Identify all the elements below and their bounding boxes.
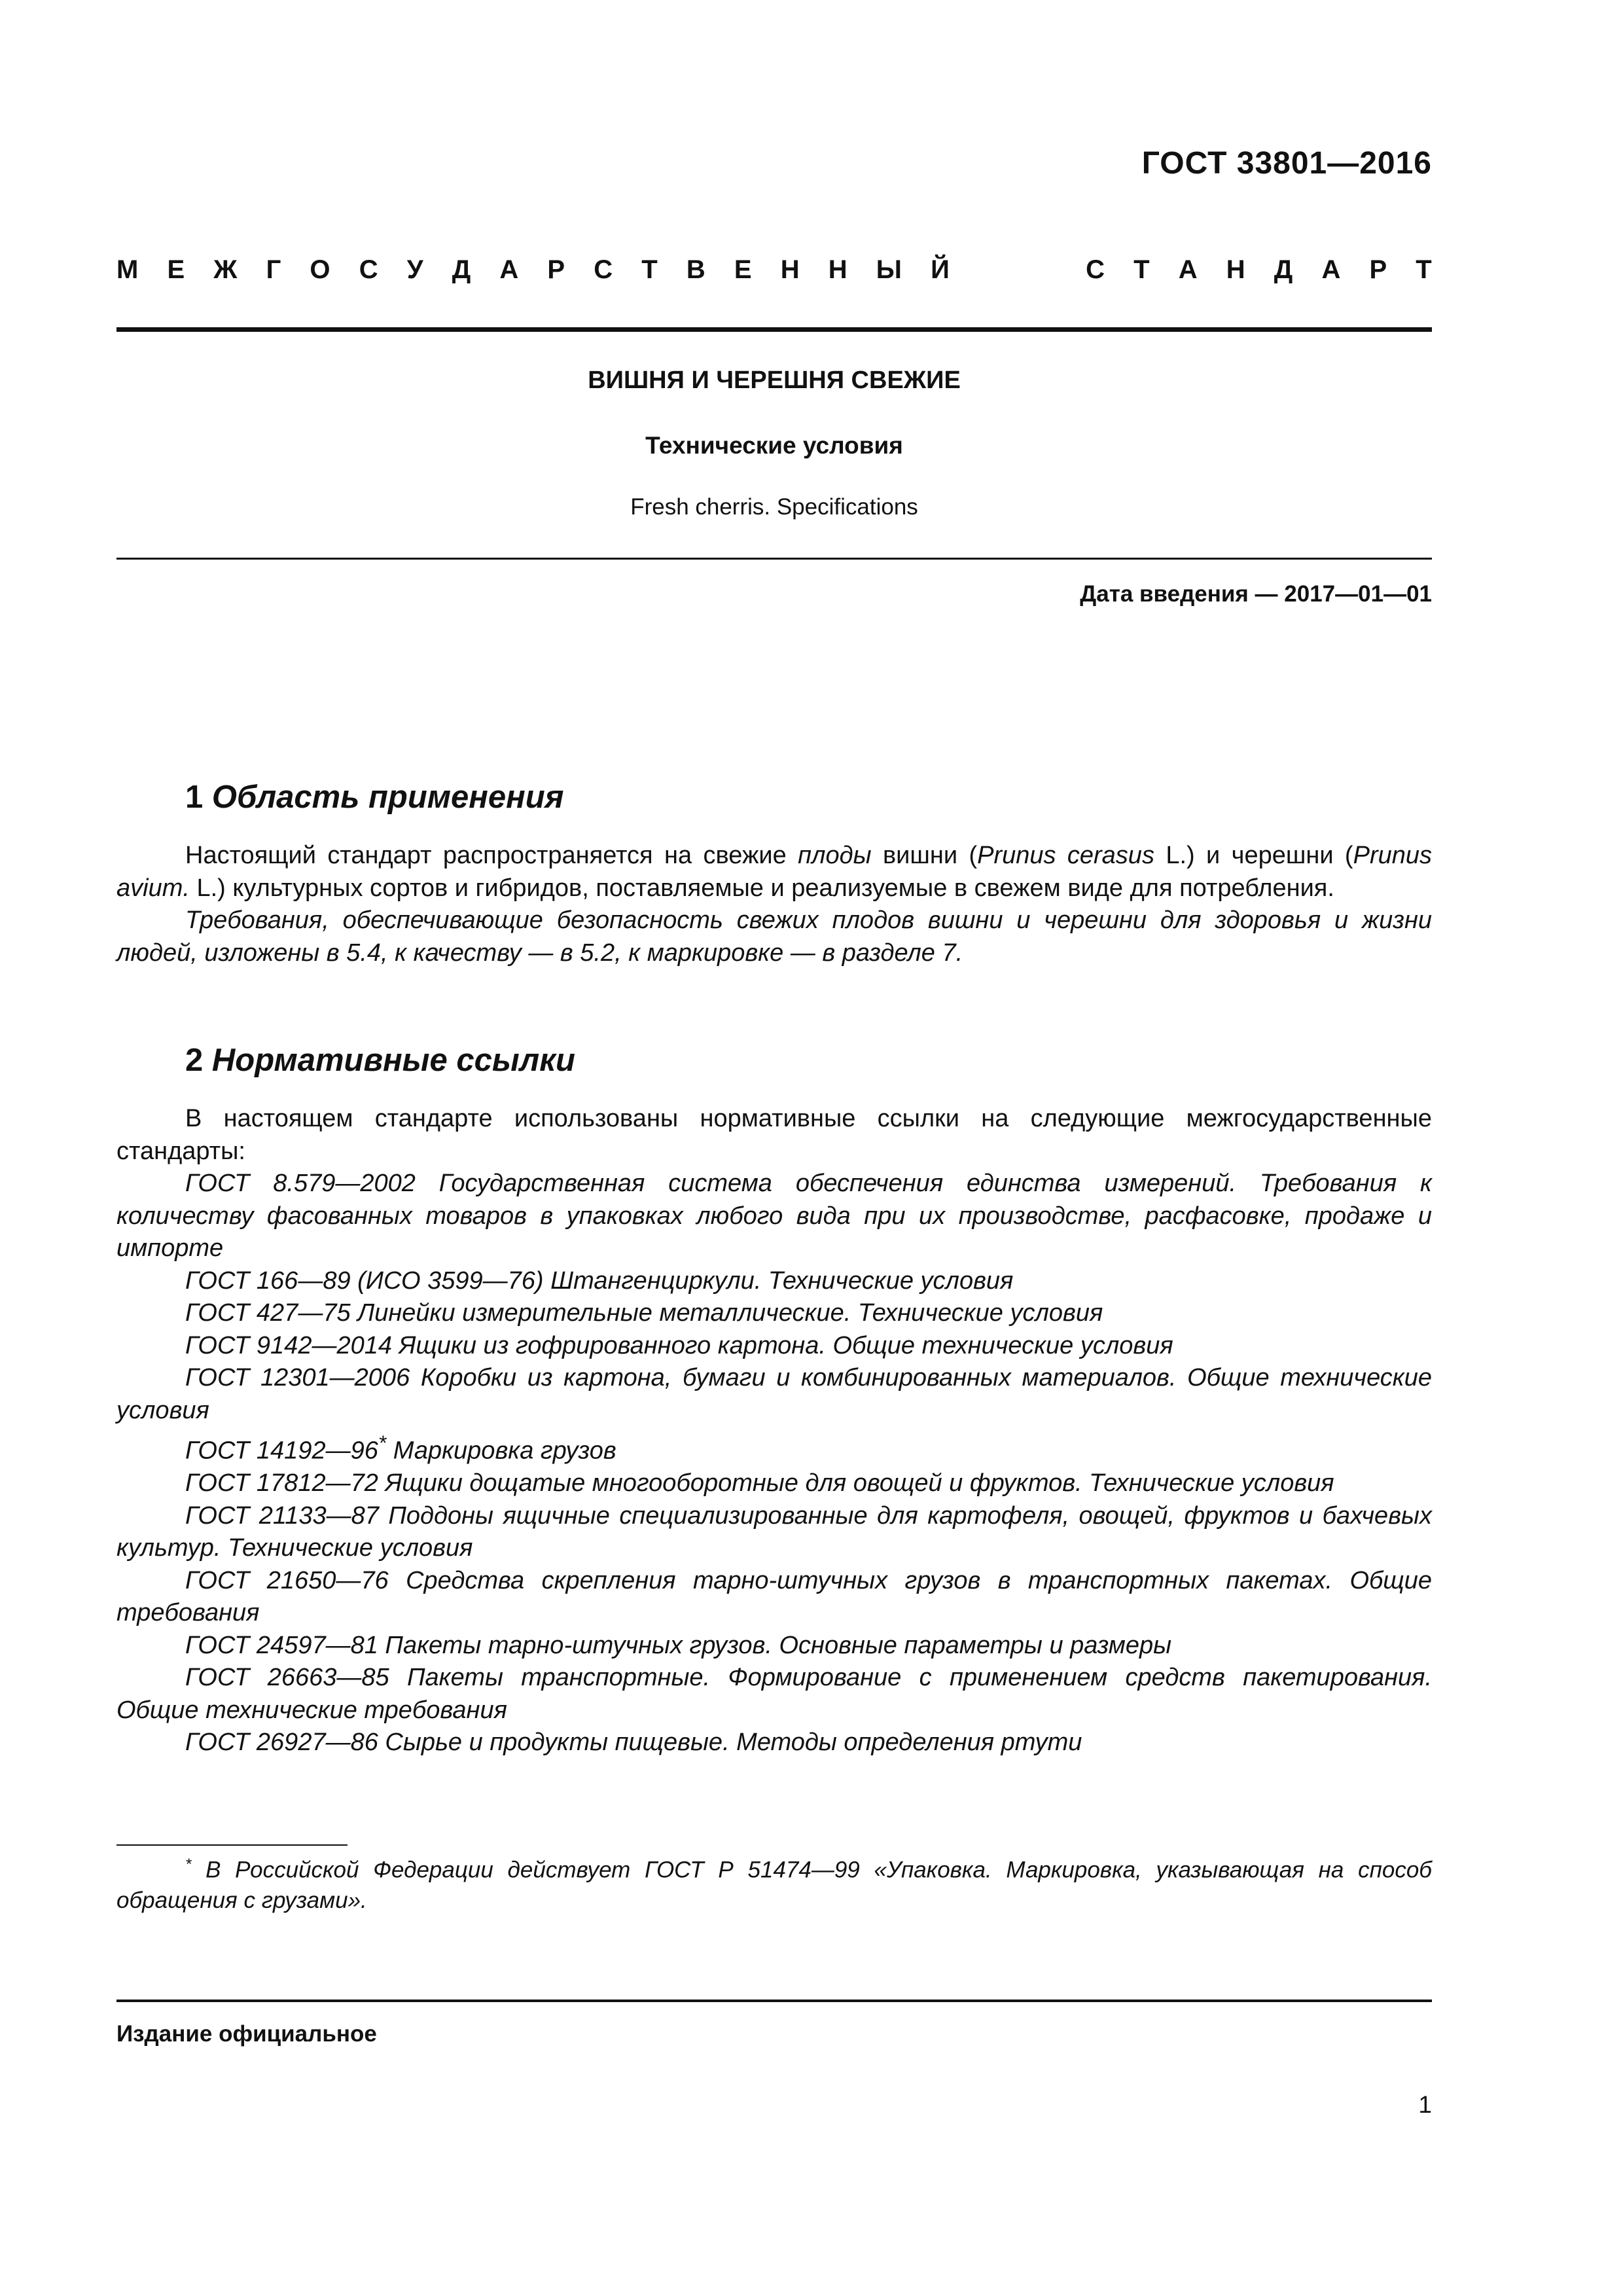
section-title-text: Область применения <box>211 780 564 815</box>
footnote-mark: * <box>185 1856 192 1873</box>
introduction-date: Дата введения — 2017—01—01 <box>1080 581 1432 607</box>
footnote <box>116 1850 1432 1916</box>
section-title-text: Нормативные ссылки <box>211 1043 575 1078</box>
reference-item: ГОСТ 9142—2014 Ящики из гофрированного картона. Общие технические условия <box>185 1331 1173 1359</box>
type-letter: О <box>310 255 330 284</box>
reference-item: ГОСТ 21650—76 Средства скрепления тарно-штучных грузов в транспортных пакетах. Общие требования <box>116 1566 1432 1627</box>
text-run: плоды <box>798 842 872 869</box>
footnote-divider <box>116 1844 348 1846</box>
type-letter: Д <box>452 255 471 284</box>
type-letter: Ж <box>213 255 238 284</box>
document-title-english: Fresh cherris. Specifications <box>630 494 918 520</box>
reference-item: ГОСТ 12301—2006 Коробки из картона, бумаги и комбинированных материалов. Общие технические условия <box>116 1364 1432 1424</box>
section-1-heading <box>185 779 563 816</box>
type-letter: У <box>406 255 423 284</box>
type-letter: А <box>1321 255 1341 284</box>
type-letter: М <box>116 255 139 284</box>
standard-number: ГОСТ 33801—2016 <box>1141 146 1432 181</box>
scope-section-body <box>116 840 1432 969</box>
latin-name: Prunus avium. <box>116 842 1432 902</box>
type-letter: С <box>1086 255 1105 284</box>
section-number: 2 <box>185 1043 204 1078</box>
reference-item: ГОСТ 24597—81 Пакеты тарно-штучных грузов. Основные параметры и размеры <box>185 1631 1172 1659</box>
type-letter: Н <box>828 255 847 284</box>
type-letter: Р <box>1369 255 1387 284</box>
type-letter: В <box>686 255 705 284</box>
header-divider <box>116 327 1432 332</box>
type-letter: Г <box>266 255 281 284</box>
scope-paragraph <box>116 840 1432 905</box>
type-letter: Е <box>167 255 185 284</box>
type-letter: С <box>359 255 378 284</box>
standard-type-heading <box>116 255 1432 285</box>
type-letter: Е <box>734 255 752 284</box>
text-run: L.) и черешни ( <box>1154 842 1353 869</box>
type-letter: Т <box>1416 255 1432 284</box>
type-letter: А <box>499 255 519 284</box>
text-run: Маркировка грузов <box>386 1437 616 1465</box>
safety-requirements-paragraph: Требования, обеспечивающие безопасность свежих плодов вишни и черешни для здоровья и жизни людей, изложены в 5.4, к качеству — в 5.2, к маркировке — в разделе 7. <box>116 906 1432 967</box>
type-letter: Т <box>641 255 658 284</box>
text-run: Настоящий стандарт распространяется на свежие <box>185 842 798 869</box>
type-letter: А <box>1178 255 1198 284</box>
reference-item: ГОСТ 17812—72 Ящики дощатые многооборотные для овощей и фруктов. Технические условия <box>185 1469 1334 1498</box>
title-divider <box>116 558 1432 560</box>
text-run: ГОСТ 14192—96 <box>185 1437 378 1465</box>
page-number: 1 <box>1418 2091 1432 2118</box>
text-run: L.) культурных сортов и гибридов, поставляемые и реализуемые в свежем виде для потребления. <box>189 874 1334 902</box>
reference-item: ГОСТ 8.579—2002 Государственная система обеспечения единства измерений. Требования к количеству фасованных товаров в упаковках любого вида при их производстве, расфасовке, продаже и импорте <box>116 1170 1432 1262</box>
footnote-text: В Российской Федерации действует ГОСТ Р 51474—99 «Упаковка. Маркировка, указывающая на способ обращения с грузами». <box>116 1857 1432 1913</box>
type-letter: С <box>594 255 613 284</box>
type-letter: Т <box>1133 255 1150 284</box>
type-letter: Р <box>547 255 565 284</box>
edition-label: Издание официальное <box>116 2021 377 2047</box>
type-letter: Н <box>780 255 800 284</box>
references-section-body <box>116 1103 1432 1759</box>
text-run: вишни ( <box>871 842 978 869</box>
footnote-mark: * <box>378 1431 387 1454</box>
reference-item: ГОСТ 26663—85 Пакеты транспортные. Формирование с применением средств пакетирования. Общие технические требования <box>116 1664 1432 1724</box>
document-subtitle: Технические условия <box>645 432 903 459</box>
type-letter: Д <box>1274 255 1293 284</box>
reference-item: ГОСТ 166—89 (ИСО 3599—76) Штангенциркули. Технические условия <box>185 1266 1014 1295</box>
references-intro: В настоящем стандарте использованы нормативные ссылки на следующие межгосударственные стандарты: <box>116 1105 1432 1165</box>
type-letter: Н <box>1226 255 1245 284</box>
reference-item <box>116 1427 1432 1467</box>
section-2-heading <box>185 1042 575 1079</box>
section-number: 1 <box>185 780 204 815</box>
type-letter: Й <box>931 255 950 284</box>
document-title: ВИШНЯ И ЧЕРЕШНЯ СВЕЖИЕ <box>588 367 961 394</box>
latin-name: Prunus cerasus <box>977 842 1154 869</box>
footer-divider <box>116 2000 1432 2002</box>
reference-item: ГОСТ 21133—87 Поддоны ящичные специализированные для картофеля, овощей, фруктов и бахчевых культур. Технические условия <box>116 1501 1432 1562</box>
reference-item: ГОСТ 427—75 Линейки измерительные металлические. Технические условия <box>185 1299 1103 1327</box>
type-letter: Ы <box>876 255 902 284</box>
reference-item: ГОСТ 26927—86 Сырье и продукты пищевые. Методы определения ртути <box>185 1729 1082 1757</box>
word-gap <box>978 255 1057 285</box>
